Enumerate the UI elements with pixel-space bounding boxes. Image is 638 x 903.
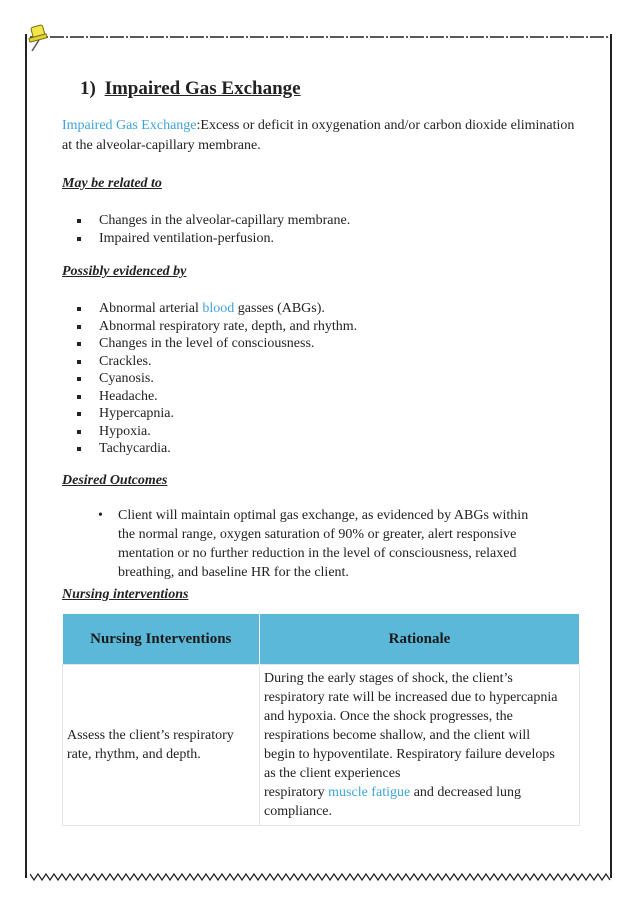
- list-item: Headache.: [62, 388, 582, 406]
- list-item: Changes in the level of consciousness.: [62, 335, 582, 353]
- cell-line: and hypoxia. Once the shock progresses, the: [264, 709, 513, 724]
- list-item: Hypercapnia.: [62, 405, 582, 423]
- definition-text: :Excess or deficit in oxygenation and/or carbon dioxide elimination at the alveolar-capillary membrane.: [62, 118, 575, 153]
- outcomes-title: Desired Outcomes: [62, 472, 168, 488]
- left-border: [25, 34, 27, 878]
- table-row: [63, 665, 580, 826]
- cell-line: respiratory rate will be increased due to hypercapnia: [264, 690, 558, 705]
- outcome-line: breathing, and baseline HR for the client.: [118, 564, 349, 580]
- outcome-line: the normal range, oxygen saturation of 90% or greater, alert responsive: [118, 526, 517, 542]
- table-header-row: [63, 614, 580, 665]
- bottom-border: [30, 870, 612, 884]
- column-header-interventions: Nursing Interventions: [63, 614, 260, 665]
- muscle-fatigue-link[interactable]: muscle fatigue: [328, 785, 411, 800]
- title-number: 1): [80, 78, 96, 99]
- list-item: Crackles.: [62, 353, 582, 371]
- list-item: Cyanosis.: [62, 370, 582, 388]
- cell-line: respirations become shallow, and the client will: [264, 728, 531, 743]
- evidenced-title: Possibly evidenced by: [62, 264, 187, 279]
- right-border: [610, 34, 612, 878]
- list-item: Impaired ventilation-perfusion.: [62, 230, 582, 248]
- cell-line: During the early stages of shock, the client’s: [264, 671, 513, 686]
- definition: [62, 116, 582, 156]
- related-title: May be related to: [62, 176, 162, 191]
- evidenced-list: [62, 300, 582, 458]
- list-item: [62, 300, 582, 318]
- cell-line: [264, 783, 575, 802]
- line-suffix: and decreased lung: [413, 785, 521, 800]
- list-item: Hypoxia.: [62, 423, 582, 441]
- blood-link[interactable]: blood: [202, 301, 235, 316]
- first-item-prefix: Abnormal arterial: [99, 301, 199, 316]
- column-header-rationale: Rationale: [260, 614, 580, 665]
- interventions-table: [62, 614, 580, 826]
- pushpin-icon: [26, 22, 50, 52]
- top-border: [30, 30, 612, 44]
- outcome-line: Client will maintain optimal gas exchange, as evidenced by ABGs within: [118, 507, 529, 523]
- rationale-cell: [260, 665, 580, 826]
- intervention-cell: [63, 665, 260, 826]
- cell-line: as the client experiences: [264, 766, 401, 781]
- bullet-dot: •: [98, 507, 103, 523]
- document-body: [62, 78, 582, 603]
- cell-line: Assess the client’s respiratory: [67, 728, 234, 743]
- first-item-suffix: gasses (ABGs).: [237, 301, 325, 316]
- interventions-title: Nursing interventions: [62, 586, 189, 602]
- definition-term-link[interactable]: Impaired Gas Exchange: [62, 118, 197, 133]
- list-item: Abnormal respiratory rate, depth, and rhythm.: [62, 318, 582, 336]
- related-list: [62, 212, 582, 247]
- outcome-item: [62, 506, 564, 582]
- line-prefix: respiratory: [264, 785, 325, 800]
- cell-line: rate, rhythm, and depth.: [67, 747, 201, 762]
- outcome-line: mentation or no further reduction in the level of consciousness, relaxed: [118, 545, 517, 561]
- list-item: Tachycardia.: [62, 440, 582, 458]
- page-title: [80, 78, 582, 100]
- title-text: Impaired Gas Exchange: [104, 78, 301, 99]
- list-item: Changes in the alveolar-capillary membrane.: [62, 212, 582, 230]
- cell-line: begin to hypoventilate. Respiratory failure develops: [264, 747, 555, 762]
- cell-line: compliance.: [264, 804, 333, 819]
